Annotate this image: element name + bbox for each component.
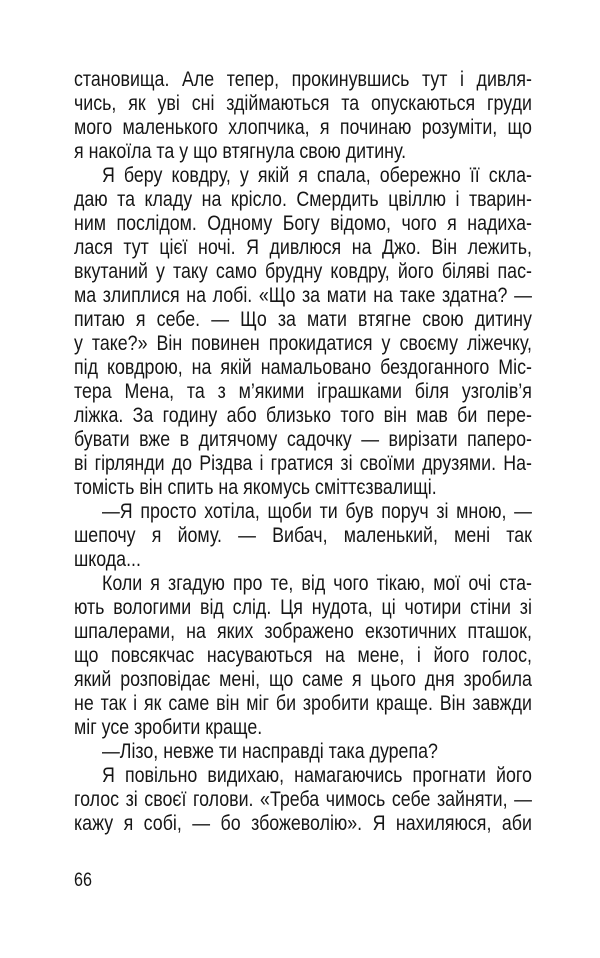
text-line: ліжка. За годину або близько того він мав би пере- (74, 404, 532, 427)
text-line: —Лізо, невже ти насправді така дурепа? (101, 740, 438, 763)
text-line: не так і як саме він міг би зробити краще. Він завжди (74, 692, 532, 715)
text-line: томість він спить на якомусь сміттєзвалищі. (74, 476, 437, 499)
text-line: ють вологими від слід. Ця нудота, ці чотири стіни зі (74, 596, 532, 619)
text-line: у таке?» Він повинен прокидатися у своєму ліжечку, (74, 332, 532, 355)
paragraph (74, 572, 532, 740)
text-line: ві гірлянди до Різдва і гратися зі своїми друзями. На- (74, 452, 532, 475)
paragraph (74, 764, 532, 836)
text-line: ним послідом. Одному Богу відомо, чого я надиха- (74, 212, 532, 235)
text-line: становища. Але тепер, прокинувшись тут і дивля- (74, 68, 532, 91)
text-line: Я беру ковдру, у якій я спала, обережно її скла- (101, 164, 532, 187)
text-line: що повсякчас насуваються на мене, і його голос, (74, 644, 532, 667)
paragraph (74, 68, 532, 164)
text-line: ма злиплися на лобі. «Що за мати на таке здатна? — (74, 284, 532, 307)
text-line: тера Мена, та з м’якими іграшками біля узголів’я (74, 380, 532, 403)
text-line: Я повільно видихаю, намагаючись прогнати його (101, 764, 532, 787)
text-line: бувати вже в дитячому садочку — вирізати паперо- (74, 428, 532, 451)
text-line: шепочу я йому. — Вибач, маленький, мені так (74, 524, 532, 547)
page-number: 66 (74, 870, 92, 891)
paragraph (74, 740, 532, 764)
text-line: Коли я згадую про те, від чого тікаю, мої очі ста- (101, 572, 532, 595)
text-line: кажу я собі, — бо збожеволію». Я нахиляюся, аби (74, 812, 532, 835)
text-line: лася тут цієї ночі. Я дивлюся на Джо. Він лежить, (74, 236, 532, 259)
text-line: шкода... (74, 548, 141, 571)
page-body (74, 68, 532, 836)
text-line: голос зі своєї голови. «Треба чимось себе зайняти, — (74, 788, 532, 811)
paragraph (74, 500, 532, 572)
text-line: даю та кладу на крісло. Смердить цвіллю і тварин- (74, 188, 532, 211)
text-line: міг усе зробити краще. (74, 716, 263, 739)
text-line: шпалерами, на яких зображено екзотичних пташок, (74, 620, 532, 643)
text-line: питаю я себе. — Що за мати втягне свою дитину (74, 308, 532, 331)
text-line: чись, як уві сні здіймаються та опускаються груди (74, 92, 532, 115)
text-line: мого маленького хлопчика, я починаю розуміти, що (74, 116, 532, 139)
text-line: під ковдрою, на якій намальовано бездоганного Міс- (74, 356, 532, 379)
text-line: —Я просто хотіла, щоби ти був поруч зі мною, — (101, 500, 532, 523)
text-line: вкутаний у таку само брудну ковдру, його біляві пас- (74, 260, 532, 283)
text-line: який розповідає мені, що саме я цього дня зробила (74, 668, 532, 691)
body-text (74, 68, 532, 836)
paragraph (74, 164, 532, 500)
text-line: я накоїла та у що втягнула свою дитину. (74, 140, 407, 163)
